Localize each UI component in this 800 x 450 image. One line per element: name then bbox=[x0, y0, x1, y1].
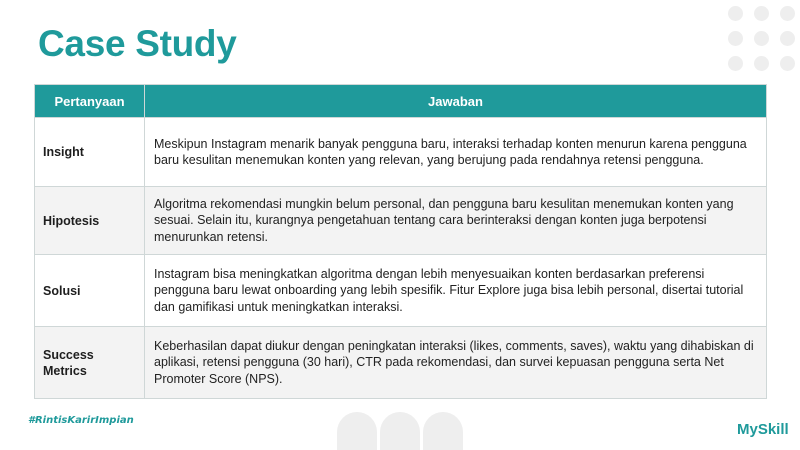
row-answer: Meskipun Instagram menarik banyak pengguna baru, interaksi terhadap konten menurun karena pengguna baru kesulitan menemukan konten yang relevan, yang berujung pada rendahnya retensi pengguna. bbox=[145, 118, 767, 187]
decorative-dot bbox=[728, 31, 743, 46]
decorative-dot bbox=[780, 31, 795, 46]
table-row-insight bbox=[35, 118, 767, 187]
row-question: Success Metrics bbox=[35, 327, 145, 399]
decorative-dot bbox=[754, 31, 769, 46]
decorative-dot bbox=[754, 6, 769, 21]
table-header-row bbox=[35, 85, 767, 118]
decorative-bump bbox=[380, 412, 420, 450]
row-answer: Algoritma rekomendasi mungkin belum personal, dan pengguna baru kesulitan menemukan konten yang sesuai. Selain itu, kurangnya pengetahuan tentang cara berinteraksi dengan konten juga berpotensi menurunkan retensi. bbox=[145, 187, 767, 255]
decorative-dot bbox=[728, 56, 743, 71]
row-question: Hipotesis bbox=[35, 187, 145, 255]
table-row-success-metrics bbox=[35, 327, 767, 399]
row-answer: Keberhasilan dapat diukur dengan peningkatan interaksi (likes, comments, saves), waktu yang dihabiskan di aplikasi, retensi pengguna (30 hari), CTR pada rekomendasi, dan survei kepuasan pengguna serta Net Promoter Score (NPS). bbox=[145, 327, 767, 399]
decorative-bump bbox=[337, 412, 377, 450]
decorative-dot-grid bbox=[726, 5, 800, 75]
row-answer: Instagram bisa meningkatkan algoritma dengan lebih menyesuaikan konten berdasarkan preferensi pengguna baru lewat onboarding yang lebih spesifik. Fitur Explore juga bisa lebih personal, disertai tutorial dan gamifikasi untuk meningkatkan interaksi. bbox=[145, 255, 767, 327]
case-study-table bbox=[34, 84, 767, 399]
column-header-question: Pertanyaan bbox=[35, 85, 145, 118]
slide-title: Case Study bbox=[38, 23, 237, 64]
decorative-dot bbox=[780, 6, 795, 21]
decorative-dot bbox=[780, 56, 795, 71]
column-header-answer: Jawaban bbox=[145, 85, 767, 118]
decorative-dot bbox=[728, 6, 743, 21]
table-row-hipotesis bbox=[35, 187, 767, 255]
row-question: Insight bbox=[35, 118, 145, 187]
decorative-dot bbox=[754, 56, 769, 71]
row-question: Solusi bbox=[35, 255, 145, 327]
decorative-bump bbox=[423, 412, 463, 450]
myskill-logo: MySkill bbox=[737, 421, 789, 438]
table-row-solusi bbox=[35, 255, 767, 327]
hashtag-label: #RintisKarirImpian bbox=[28, 415, 134, 426]
